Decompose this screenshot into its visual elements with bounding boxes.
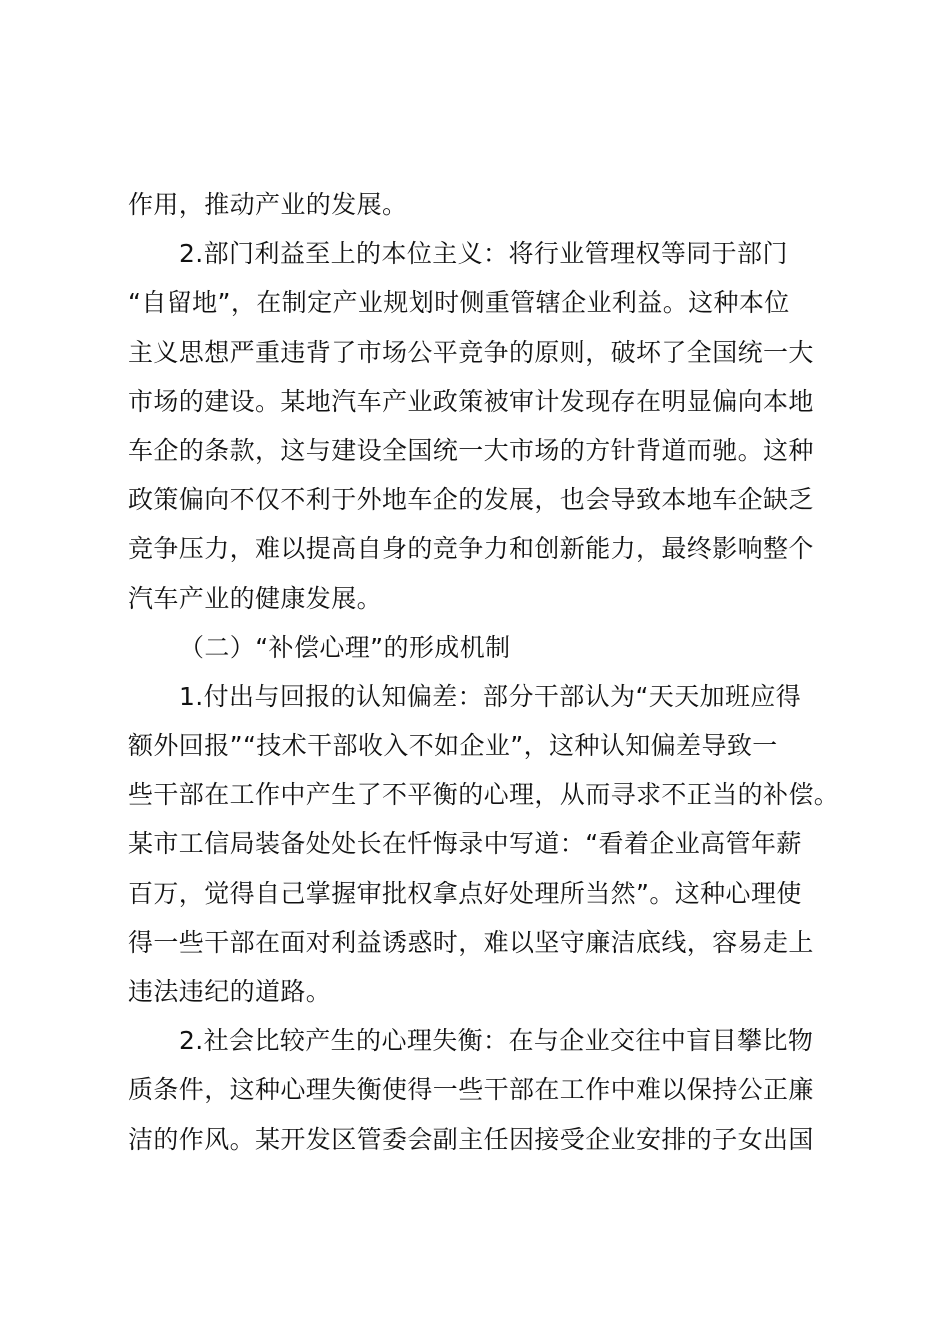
text-line: 些干部在工作中产生了不平衡的心理，从而寻求不正当的补偿。: [128, 780, 840, 810]
body-text: [128, 180, 840, 1164]
text-line: “自留地”，在制定产业规划时侧重管辖企业利益。这种本位: [128, 288, 790, 318]
text-line: 1.付出与回报的认知偏差：部分干部认为“天天加班应得: [179, 681, 802, 711]
text-line: 市场的建设。某地汽车产业政策被审计发现存在明显偏向本地: [128, 386, 814, 416]
text-line: 车企的条款，这与建设全国统一大市场的方针背道而驰。这种: [128, 435, 814, 465]
text-line: 额外回报”“技术干部收入不如企业”，这种认知偏差导致一: [128, 731, 778, 761]
text-line: 洁的作风。某开发区管委会副主任因接受企业安排的子女出国: [128, 1124, 814, 1154]
text-line: 得一些干部在面对利益诱惑时，难以坚守廉洁底线，容易走上: [128, 927, 814, 957]
text-line: 2.部门利益至上的本位主义：将行业管理权等同于部门: [179, 239, 788, 269]
text-line: 质条件，这种心理失衡使得一些干部在工作中难以保持公正廉: [128, 1075, 814, 1105]
text-line: 某市工信局装备处处长在忏悔录中写道：“看着企业高管年薪: [128, 829, 802, 859]
text-line: 主义思想严重违背了市场公平竞争的原则，破坏了全国统一大: [128, 337, 814, 367]
text-line: 作用，推动产业的发展。: [128, 190, 408, 219]
text-line: 违法违纪的道路。: [128, 977, 332, 1006]
text-line: （二）“补偿心理”的形成机制: [179, 632, 511, 662]
text-line: 百万，觉得自己掌握审批权拿点好处理所当然”。这种心理使: [128, 878, 802, 908]
text-line: 政策偏向不仅不利于外地车企的发展，也会导致本地车企缺乏: [128, 485, 814, 515]
text-line: 2.社会比较产生的心理失衡：在与企业交往中盲目攀比物: [179, 1026, 814, 1056]
text-line: 竞争压力，难以提高自身的竞争力和创新能力，最终影响整个: [128, 534, 814, 564]
text-line: 汽车产业的健康发展。: [128, 583, 383, 613]
